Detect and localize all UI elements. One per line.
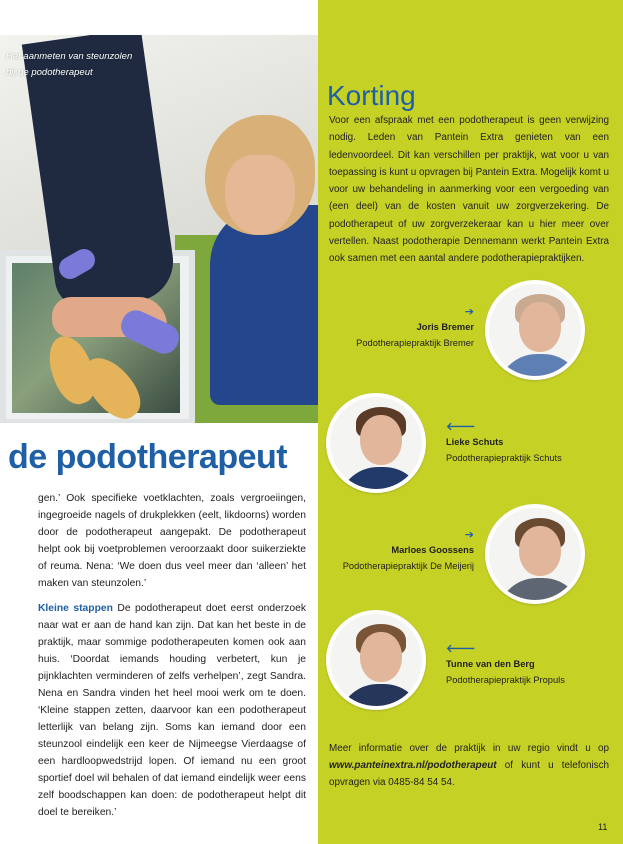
photo-caption xyxy=(6,49,132,81)
podiatrist-portrait xyxy=(485,280,585,380)
korting-heading: Korting xyxy=(327,80,416,111)
photo-face xyxy=(225,155,295,235)
page-number: 11 xyxy=(598,822,608,832)
article-paragraph-text: De podotherapeut doet eerst onderzoek naar wat er aan de hand kan zijn. Dat kan het beste in de praktijk, maar sommige podotherapeuten komen ook aan huis. ‘Doordat iemands houding verbetert, kun je pijnklachten verminderen of zelfs verhelpen’, zegt Sandra. Nena en Sandra vinden het heel mooi werk om te doen. ‘Kleine stappen zetten, daarvoor kan een podotherapeut letterlijk van belang zijn. Soms kan iemand door een steunzool eindelijk een keer de Nijmeegse Vierdaagse of een hardloopwedstrijd lopen. Of iemand nu een groot sportief doel wil behalen of dat iemand eindelijk weer eens zelf boodschappen kan doen: de podotherapeut helpt dit doel te bereiken.’ xyxy=(38,603,306,818)
podiatrist-card xyxy=(320,528,474,574)
photo-caption-line: bij de podotherapeut xyxy=(6,67,93,78)
korting-text: Voor een afspraak met een podotherapeut is geen verwijzing nodig. Leden van Pantein Extra genieten van een ledenvoordeel. Dit kan verschillen per praktijk, wat voor u van toepassing is kunt u opvragen bij Pantein Extra. Mogelijk komt u voor uw behandeling in aanmerking voor een vergoeding van (een deel) van de kosten vanuit uw zorgverzekering. De podotherapeut of uw zorgverzekeraar kan u hier meer over vertellen. Naast podotherapie Dennemann werkt Pantein Extra ook samen met een aantal andere podotherapiepraktijken. xyxy=(329,115,609,265)
podiatrist-portrait xyxy=(485,504,585,604)
podiatrist-portrait xyxy=(326,393,426,493)
arrow-left-icon: 🡐 xyxy=(446,421,476,433)
podiatrist-name: Tunne van den Berg xyxy=(446,659,535,669)
arrow-left-icon: 🡐 xyxy=(446,643,476,655)
podiatrist-card xyxy=(330,305,474,351)
podiatrist-name: Joris Bremer xyxy=(416,322,474,332)
more-info-after: of kunt u telefonisch opvragen via 0485-84 54 54. xyxy=(329,760,609,788)
arrow-right-icon: ➔ xyxy=(464,529,474,541)
podiatrist-practice: Podotherapiepraktijk Bremer xyxy=(356,338,474,348)
podiatrist-card xyxy=(446,642,596,688)
podiatrist-card xyxy=(446,420,596,466)
article-photo xyxy=(0,35,318,423)
podiatrist-practice: Podotherapiepraktijk Propuls xyxy=(446,675,565,685)
website-link[interactable]: www.panteinextra.nl/podotherapeut xyxy=(329,760,497,771)
podiatrist-practice: Podotherapiepraktijk De Meijerij xyxy=(342,561,474,571)
podiatrist-portrait xyxy=(326,610,426,710)
article-paragraph: gen.’ Ook specifieke voetklachten, zoals vergroeiingen, ingegroeide nagels of drukplekken (eelt, likdoorns) worden door de podotherapeut aangepakt. De podotherapeut helpt ook bij voetproblemen veroorzaakt door suikerziekte of reuma. Nena: ‘We doen dus veel meer dan ‘alleen’ het maken van steunzolen.’ xyxy=(38,493,306,589)
page-title: de podotherapeut xyxy=(8,438,288,476)
arrow-right-icon: ➔ xyxy=(464,306,474,318)
article-subheading: Kleine stappen xyxy=(38,603,113,614)
podiatrist-name: Marloes Goossens xyxy=(391,545,474,555)
article-paragraph xyxy=(38,600,306,821)
podiatrist-practice: Podotherapiepraktijk Schuts xyxy=(446,453,562,463)
more-info-before: Meer informatie over de praktijk in uw regio vindt u op xyxy=(329,743,609,754)
photo-caption-line: Het aanmeten van steunzolen xyxy=(6,51,133,62)
more-info-text xyxy=(329,740,609,791)
photo-shirt xyxy=(210,205,318,405)
podiatrist-name: Lieke Schuts xyxy=(446,437,504,447)
